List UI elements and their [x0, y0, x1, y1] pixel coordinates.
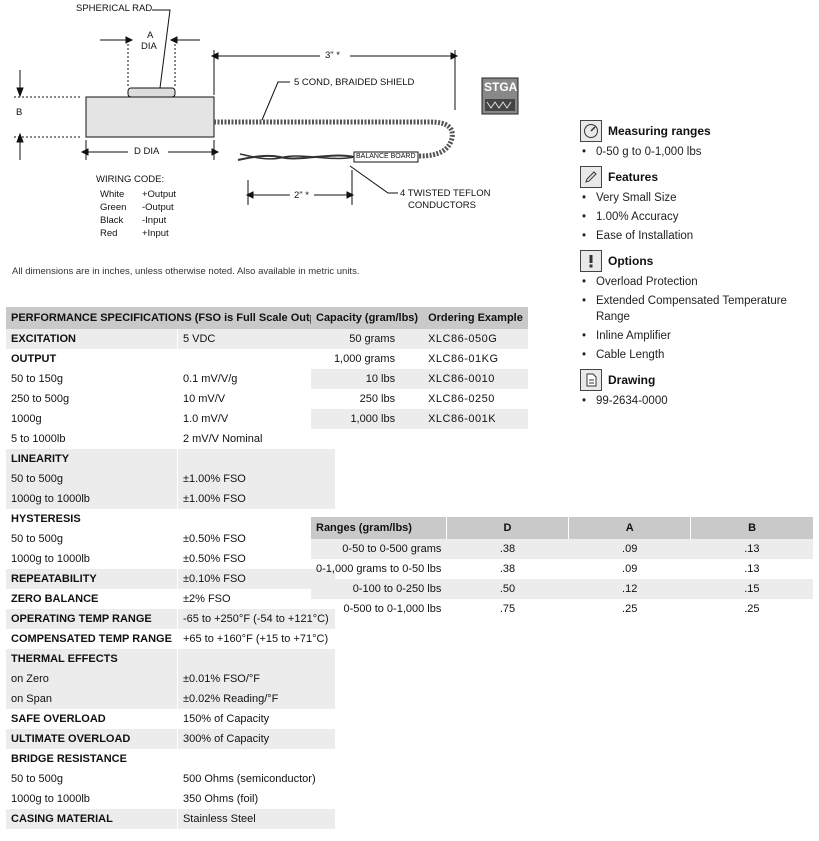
ordering-h2: Ordering Example	[428, 312, 523, 324]
table-row	[311, 409, 528, 429]
dim-header: A	[569, 517, 691, 539]
dim-cell: .15	[744, 583, 760, 595]
document-icon	[580, 369, 602, 391]
twisted-label-2: CONDUCTORS	[408, 200, 476, 211]
spec-label: ZERO BALANCE	[6, 589, 177, 609]
table-row	[6, 589, 335, 609]
list-item: • Overload Protection	[580, 274, 810, 290]
spec-label: 50 to 150g	[6, 369, 177, 389]
spec-label: 1000g to 1000lb	[6, 549, 177, 569]
capacity-cell: 1,000 grams	[333, 353, 396, 365]
features-title: Features	[608, 170, 659, 184]
list-item: • 1.00% Accuracy	[580, 209, 810, 225]
capacity-cell: 250 lbs	[359, 393, 396, 405]
list-item: • Ease of Installation	[580, 228, 810, 244]
stga-logo: STGA	[484, 80, 518, 94]
measuring-title: Measuring ranges	[608, 124, 711, 138]
spec-value: ±1.00% FSO	[182, 473, 246, 485]
table-row	[6, 629, 335, 649]
spec-value: 5 VDC	[182, 333, 216, 345]
wiring-row	[96, 214, 176, 227]
wire-signal: +Output	[142, 189, 177, 200]
wire-color: Red	[100, 228, 118, 239]
dia-label: DIA	[141, 41, 157, 52]
ordering-cell: XLC86-01KG	[428, 353, 499, 365]
spec-label: 50 to 500g	[6, 469, 177, 489]
table-row	[6, 709, 335, 729]
wire-signal: +Input	[142, 228, 169, 239]
table-row	[6, 449, 335, 469]
table-row	[311, 389, 528, 409]
table-row	[311, 539, 813, 559]
info-panel	[580, 120, 810, 415]
spec-value: Stainless Steel	[182, 813, 256, 825]
spec-label: 50 to 500g	[6, 769, 177, 789]
d-dia-label: D DIA	[134, 146, 160, 157]
section-options	[580, 250, 810, 363]
table-row	[6, 409, 335, 429]
spec-label: THERMAL EFFECTS	[6, 649, 177, 669]
table-row	[311, 369, 528, 389]
dim-cell: 0-500 to 0-1,000 lbs	[343, 603, 442, 615]
exclamation-icon	[580, 250, 602, 272]
options-title: Options	[608, 254, 654, 268]
dim-cell: .38	[499, 543, 516, 555]
table-row	[6, 649, 335, 669]
list-item: • Extended Compensated Temperature Range	[580, 293, 810, 325]
dim-cell: .12	[622, 583, 638, 595]
spec-value: 1.0 mV/V	[182, 413, 229, 425]
section-measuring	[580, 120, 810, 160]
dim-cell: .09	[622, 543, 638, 555]
spec-label: 1000g to 1000lb	[6, 789, 177, 809]
ordering-h1: Capacity (gram/lbs)	[316, 312, 419, 324]
list-item: • 0-50 g to 0-1,000 lbs	[580, 144, 810, 160]
pencil-icon	[580, 166, 602, 188]
spec-label: CASING MATERIAL	[6, 809, 177, 829]
spec-label: BRIDGE RESISTANCE	[6, 749, 177, 769]
dim-header: B	[691, 517, 813, 539]
table-row	[6, 329, 335, 349]
spec-value	[177, 749, 335, 769]
list-item: • Inline Amplifier	[580, 328, 810, 344]
spec-value: 500 Ohms (semiconductor)	[182, 773, 316, 785]
wire-color: White	[100, 189, 125, 200]
dim-cell: .50	[499, 583, 516, 595]
spec-label: ULTIMATE OVERLOAD	[6, 729, 177, 749]
three-inch-label: 3" *	[325, 50, 340, 61]
spec-value	[177, 649, 335, 669]
spec-value: ±0.02% Reading/°F	[182, 693, 279, 705]
dim-cell: 0-50 to 0-500 grams	[342, 543, 442, 555]
spec-label: 50 to 500g	[6, 529, 177, 549]
table-row	[6, 669, 335, 689]
spec-value	[177, 449, 335, 469]
spec-label: on Span	[6, 689, 177, 709]
two-inch-label: 2" *	[294, 190, 309, 201]
balance-board-label: BALANCE BOARD	[356, 153, 416, 160]
spec-label: SAFE OVERLOAD	[6, 709, 177, 729]
table-row	[6, 369, 335, 389]
dim-cell: .25	[744, 603, 760, 615]
spec-label: LINEARITY	[6, 449, 177, 469]
ordering-cell: XLC86-050G	[428, 333, 498, 345]
table-row	[6, 429, 335, 449]
twisted-label-1: 4 TWISTED TEFLON	[400, 188, 491, 199]
spec-label: 1000g to 1000lb	[6, 489, 177, 509]
spec-value: ±0.10% FSO	[182, 573, 246, 585]
perf-header: PERFORMANCE SPECIFICATIONS (FSO is Full Scale Output)	[11, 312, 331, 324]
table-row	[6, 689, 335, 709]
spec-value: 0.1 mV/V/g	[182, 373, 238, 385]
wiring-title: WIRING CODE:	[96, 174, 165, 185]
performance-spec-table	[6, 307, 335, 829]
a-label: A	[147, 30, 154, 41]
capacity-cell: 10 lbs	[365, 373, 396, 385]
spherical-rad-label: SPHERICAL RAD	[76, 3, 153, 14]
spec-value: 10 mV/V	[182, 393, 226, 405]
cable-label: 5 COND, BRAIDED SHIELD	[294, 77, 415, 88]
ordering-cell: XLC86-0010	[428, 373, 495, 385]
spec-value: -65 to +250°F (-54 to +121°C)	[182, 613, 329, 625]
spec-label: REPEATABILITY	[6, 569, 177, 589]
dim-cell: 0-1,000 grams to 0-50 lbs	[316, 563, 442, 575]
table-row	[311, 599, 813, 619]
list-item: • Cable Length	[580, 347, 810, 363]
dim-cell: 0-100 to 0-250 lbs	[352, 583, 442, 595]
table-row	[6, 349, 335, 369]
table-row	[6, 749, 335, 769]
drawing-title: Drawing	[608, 373, 656, 387]
load-cell-diagram	[0, 0, 560, 262]
spec-label: 5 to 1000lb	[6, 429, 177, 449]
dim-cell: .13	[744, 563, 760, 575]
spec-value: 150% of Capacity	[182, 713, 270, 725]
table-row	[6, 729, 335, 749]
ordering-cell: XLC86-0250	[428, 393, 495, 405]
wire-color: Black	[100, 215, 124, 226]
list-item: • Very Small Size	[580, 190, 810, 206]
b-label: B	[16, 107, 23, 118]
table-row	[6, 569, 335, 589]
table-row	[6, 529, 335, 549]
table-row	[311, 329, 528, 349]
spec-label: COMPENSATED TEMP RANGE	[6, 629, 177, 649]
dim-header: Ranges (gram/lbs)	[316, 522, 412, 534]
spec-value: 350 Ohms (foil)	[182, 793, 259, 805]
spec-value: 2 mV/V Nominal	[182, 433, 263, 445]
dim-cell: .75	[499, 603, 516, 615]
table-row	[6, 509, 335, 529]
wire-color: Green	[100, 202, 127, 213]
table-row	[6, 789, 335, 809]
spec-label: OUTPUT	[6, 349, 177, 369]
spec-value: ±0.01% FSO/°F	[182, 673, 261, 685]
wiring-row	[96, 201, 176, 214]
spec-label: HYSTERESIS	[6, 509, 177, 529]
spec-value: ±2% FSO	[182, 593, 231, 605]
dim-cell: .25	[622, 603, 638, 615]
spec-value: ±1.00% FSO	[182, 493, 246, 505]
spec-value: ±0.50% FSO	[182, 533, 246, 545]
wiring-code	[96, 174, 176, 240]
table-row	[6, 769, 335, 789]
dim-header: D	[446, 517, 568, 539]
capacity-cell: 50 grams	[349, 333, 396, 345]
table-row	[311, 559, 813, 579]
spec-label: on Zero	[6, 669, 177, 689]
table-row	[6, 809, 335, 829]
section-features	[580, 166, 810, 244]
section-drawing	[580, 369, 810, 409]
gauge-icon	[580, 120, 602, 142]
spec-label: 1000g	[6, 409, 177, 429]
wiring-row	[96, 188, 176, 201]
ordering-cell: XLC86-001K	[428, 413, 497, 425]
table-row	[6, 609, 335, 629]
table-row	[6, 489, 335, 509]
table-row	[6, 389, 335, 409]
dim-cell: .38	[499, 563, 516, 575]
table-row	[311, 349, 528, 369]
dim-cell: .09	[622, 563, 638, 575]
spec-label: OPERATING TEMP RANGE	[6, 609, 177, 629]
wire-signal: -Input	[142, 215, 167, 226]
spec-value: 300% of Capacity	[182, 733, 270, 745]
wire-signal: -Output	[142, 202, 174, 213]
spec-value: +65 to +160°F (+15 to +71°C)	[182, 633, 329, 645]
spec-value: ±0.50% FSO	[182, 553, 246, 565]
spec-label: 250 to 500g	[6, 389, 177, 409]
dim-cell: .13	[744, 543, 760, 555]
dimensions-note: All dimensions are in inches, unless otherwise noted. Also available in metric units.	[12, 266, 360, 277]
spec-label: EXCITATION	[6, 329, 177, 349]
capacity-cell: 1,000 lbs	[350, 413, 396, 425]
table-row	[6, 549, 335, 569]
table-row	[6, 469, 335, 489]
list-item: • 99-2634-0000	[580, 393, 810, 409]
ordering-table	[311, 307, 528, 429]
wiring-row	[96, 227, 176, 240]
dimension-table	[311, 517, 813, 619]
table-row	[311, 579, 813, 599]
